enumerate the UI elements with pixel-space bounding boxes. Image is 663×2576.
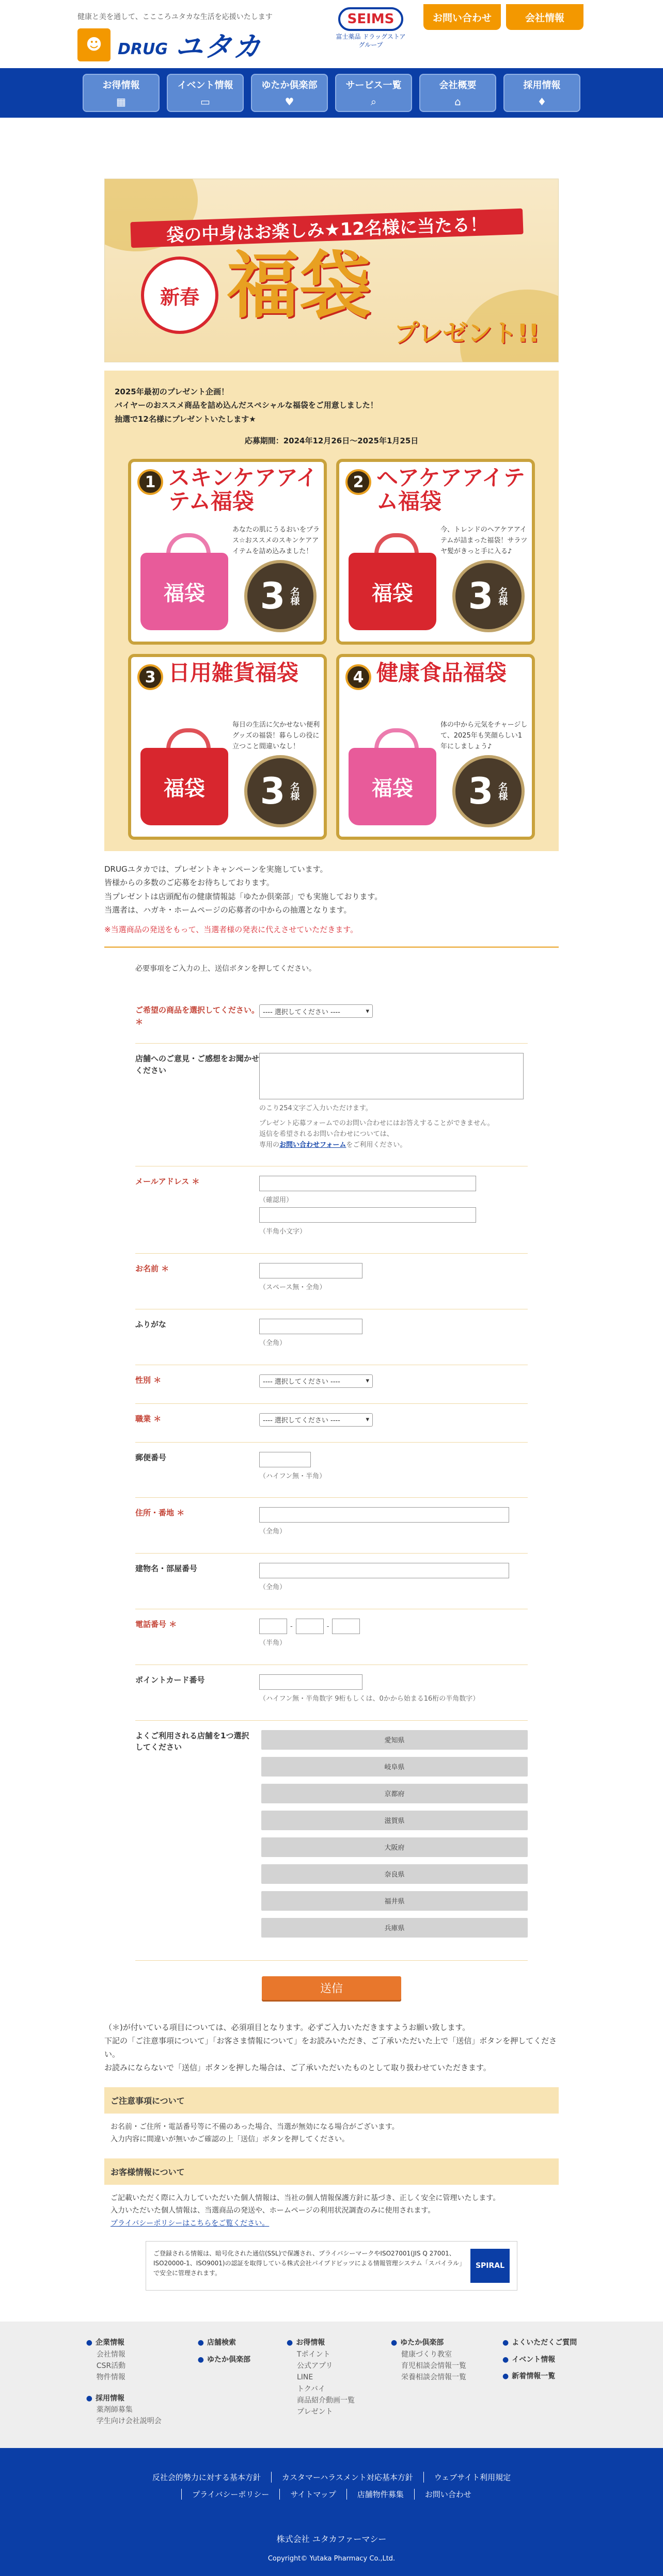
job-select[interactable] [259, 1413, 373, 1427]
nav-label: お得情報 [102, 80, 140, 91]
phone-separator: - [290, 1622, 293, 1630]
header-tagline: 健康と美を通して、ここころユタカな生活を応援いたします [77, 13, 273, 21]
footer-link-club[interactable]: ● ゆたか倶楽部 [198, 2356, 250, 2364]
prize-card [336, 654, 535, 840]
campaign-banner [104, 179, 559, 362]
prize-desc: 毎日の生活に欠かせない便利グッズの福袋！暮らしの役に立つこと間違いなし！ [232, 721, 320, 750]
intro-panel [104, 371, 559, 851]
footer-link-club[interactable]: ● ゆたか倶楽部 [391, 2339, 444, 2347]
banner-present: プレゼント!! [394, 319, 540, 348]
footer-sublink[interactable]: 薬剤師募集 [96, 2406, 133, 2414]
select-value: ---- 選択してください ---- [263, 1378, 340, 1386]
prize-number: 4 [345, 664, 371, 690]
footer-col [391, 2337, 466, 2427]
footer-bar [0, 2448, 663, 2576]
footer-link-news[interactable]: ● 新着情報一覧 [502, 2372, 555, 2380]
field-label: ご希望の商品を選択してください。＊ [135, 1005, 260, 1027]
note-line: お読みにならないで「送信」ボタンを押した場合は、ご了承いただいたものとして取り扱わせていただきます。 [104, 2063, 491, 2073]
entry-form [135, 963, 528, 1999]
company-name: 株式会社 ユタカファーマシー [276, 2534, 387, 2544]
point-card-input[interactable] [259, 1674, 362, 1690]
caution-body [104, 2121, 559, 2146]
winners-medal [452, 755, 525, 827]
winners-unit: 名様 [497, 587, 508, 605]
privacy-line: ご記載いただく際に入力していただいた個人情報は、当社の個人情報保護方針に基づき、正しく安全に管理いたします。 [110, 2194, 500, 2202]
store-pref-button[interactable]: 滋賀県 [261, 1811, 528, 1830]
footer-col [198, 2337, 250, 2427]
logo-drug-text: DRUG [118, 40, 168, 58]
campaign-line: 皆様からの多数のご応募をお待ちしております。 [104, 878, 274, 888]
field-zip [135, 1443, 528, 1498]
field-label: メールアドレス ＊ [135, 1177, 200, 1187]
nav-label: イベント情報 [177, 80, 233, 91]
site-header [0, 0, 663, 68]
bag-icon [140, 553, 228, 630]
winners-count: 3 [468, 770, 494, 812]
prize-number: 1 [137, 469, 163, 495]
nav-label: 採用情報 [523, 80, 561, 91]
chevron-down-icon: ▾ [366, 1416, 369, 1424]
prize-title: スキンケアアイテム福袋 [168, 465, 318, 515]
prize-desc: 今、トレンドのヘアケアアイテムが詰まった福袋！サラツヤ髪がきっと手に入る♪ [440, 526, 528, 555]
winners-medal [244, 560, 317, 632]
divider [135, 1960, 528, 1961]
footer-col [287, 2337, 355, 2427]
point-hint: （ハイフン無・半角数字 9桁もしくは、0かから始まる16桁の半角数字） [259, 1694, 480, 1703]
field-email [135, 1166, 528, 1254]
nav-club[interactable] [251, 74, 328, 112]
prize-grid [115, 459, 548, 840]
privacy-body [104, 2192, 559, 2230]
spiral-logo: SPIRAL [470, 2249, 510, 2283]
footer-sublink[interactable]: 商品紹介動画一覧 [297, 2396, 355, 2405]
campaign-line: 当選者は、ハガキ・ホームページの応募者の中からの抽選となります。 [104, 905, 352, 915]
chevron-down-icon: ▾ [366, 1377, 369, 1385]
security-text: ご登録される情報は、暗号化された通信(SSL)で保護され、プライバシーマークやISO27001(JIS Q 27001、ISO20000-1、ISO9001)の認証を取得している株式会社パイプドビッツによる情報管理システム「スパイラル」で安全に管理されます。 [153, 2250, 463, 2277]
bag-icon [349, 748, 436, 825]
field-job [135, 1404, 528, 1443]
bag-icon [140, 748, 228, 825]
name-hint: （スペース無・全角） [259, 1284, 326, 1292]
opinion-note: プレゼント応募フォームでのお問い合わせにはお答えすることができません。 [259, 1119, 494, 1128]
footer-policy-link[interactable]: お問い合わせ [414, 2489, 482, 2500]
campaign-line: 当プレゼントは店頭配布の健康情報誌「ゆたか倶楽部」でも実施しております。 [104, 891, 383, 901]
caution-heading: ご注意事項について [104, 2087, 559, 2114]
nav-label: ゆたか倶楽部 [261, 80, 318, 91]
form-lead: 必要事項をご入力の上、送信ボタンを押してください。 [135, 965, 316, 973]
opinion-note: をご利用ください。 [346, 1141, 407, 1149]
footer-sublink[interactable]: LINE [297, 2373, 313, 2382]
footer-policy-link[interactable]: 反社会的勢力に対する基本方針 [152, 2472, 261, 2482]
store-pref-button[interactable]: 兵庫県 [261, 1918, 528, 1938]
footer-sublink[interactable]: 健康づくり教室 [401, 2350, 452, 2359]
heart-icon: ♥ [285, 95, 294, 108]
winners-count: 3 [260, 770, 286, 812]
footer-policy-link[interactable]: カスタマーハラスメント対応基本方針 [271, 2472, 423, 2483]
phone-input-2[interactable] [296, 1619, 324, 1634]
winners-medal [244, 755, 317, 827]
phone-input-3[interactable] [332, 1619, 360, 1634]
field-label: ふりがな [135, 1319, 167, 1329]
field-label: 店舗へのご意見・ご感想をお聞かせください [135, 1054, 260, 1075]
copyright: Copyright© Yutaka Pharmacy Co.,Ltd. [267, 2554, 396, 2563]
winners-unit: 名様 [289, 587, 300, 605]
footer-sublink[interactable]: プレゼント [297, 2408, 333, 2417]
nav-label: 会社概要 [439, 80, 477, 91]
privacy-heading: お客様情報について [104, 2158, 559, 2185]
winners-medal [452, 560, 525, 632]
security-notice [146, 2241, 517, 2291]
store-pref-button[interactable]: 京都府 [261, 1784, 528, 1803]
search-icon: ⌕ [370, 95, 377, 108]
opinion-note: 専用の [259, 1141, 280, 1149]
footer-link-stores[interactable]: ● 店舗検索 [198, 2339, 236, 2347]
field-store [135, 1721, 528, 1960]
prize-number: 2 [345, 469, 371, 495]
field-phone [135, 1609, 528, 1665]
seims-subtitle: 富士薬品 ドラッグストアグループ [336, 33, 406, 49]
footer-policy-link[interactable]: プライバシーポリシー [181, 2489, 279, 2500]
footer-sublink[interactable]: 会社情報 [96, 2350, 125, 2359]
prize-title: 日用雑貨福袋 [168, 660, 299, 685]
footer-sublink[interactable]: 育児相談会情報一覧 [401, 2361, 466, 2370]
field-label: 郵便番号 [135, 1452, 167, 1462]
select-value: ---- 選択してください ---- [263, 1417, 340, 1425]
phone-hint: （半角） [259, 1639, 287, 1647]
email-confirm-input[interactable] [259, 1207, 476, 1223]
nav-recruit[interactable] [503, 74, 580, 112]
footer-link-faq[interactable]: ● よくいただくご質問 [502, 2339, 577, 2347]
address-hint: （全角） [259, 1528, 287, 1536]
building-input[interactable] [259, 1563, 509, 1578]
store-pref-button[interactable]: 岐阜県 [261, 1757, 528, 1777]
nav-label: サービス一覧 [345, 80, 402, 91]
winners-count: 3 [260, 575, 286, 617]
prize-card [128, 654, 327, 840]
grid-icon: ▦ [116, 95, 126, 108]
footer-link-events[interactable]: ● イベント情報 [502, 2356, 555, 2364]
application-period: 応募期間：2024年12月26日～2025年1月25日 [244, 436, 419, 445]
field-address [135, 1498, 528, 1554]
field-label: 住所・番地 ＊ [135, 1508, 185, 1518]
divider [104, 947, 559, 948]
phone-separator: - [326, 1622, 329, 1630]
intro-line: バイヤーのおススメ商品を詰め込んだスペシャルな福袋をご用意しました！ [115, 401, 378, 410]
store-pref-button[interactable]: 福井県 [261, 1891, 528, 1911]
email-confirm-label: （確認用） [259, 1196, 293, 1205]
contact-form-link[interactable]: お問い合わせフォーム [279, 1141, 346, 1149]
prize-number: 3 [137, 664, 163, 690]
opinion-count: のこり254文字ご入力いただけます。 [259, 1105, 372, 1113]
gender-select[interactable] [259, 1374, 373, 1388]
footer-nav [0, 2322, 663, 2448]
address-input[interactable] [259, 1507, 509, 1523]
contact-button[interactable]: お問い合わせ [423, 4, 501, 30]
prize-card [336, 459, 535, 645]
opinion-textarea[interactable] [259, 1053, 524, 1099]
global-nav [0, 68, 663, 118]
store-pref-button[interactable]: 奈良県 [261, 1864, 528, 1884]
select-value: ---- 選択してください ---- [263, 1008, 340, 1016]
chevron-down-icon: ▾ [366, 1007, 369, 1015]
kana-hint: （全角） [259, 1339, 287, 1347]
badge-icon: ♦ [537, 95, 547, 108]
store-pref-button[interactable]: 大阪府 [261, 1837, 528, 1857]
campaign-note: ※当選商品の発送をもって、当選者様の発表に代えさせていただきます。 [104, 925, 358, 934]
calendar-icon: ▭ [200, 95, 210, 108]
nav-deals[interactable] [83, 74, 160, 112]
footer-sublink[interactable]: CSR活動 [96, 2361, 126, 2370]
footer-sublink[interactable]: Tポイント [297, 2350, 330, 2359]
company-info-button[interactable]: 会社情報 [506, 4, 583, 30]
intro-line: 2025年最初のプレゼント企画！ [115, 387, 229, 396]
bag-label: 福袋 [372, 581, 413, 605]
bag-label: 福袋 [164, 581, 205, 605]
bag-label: 福袋 [164, 776, 205, 801]
banner-ribbon: 袋の中身はお楽しみ★12名様に当たる！ [130, 209, 523, 248]
zip-input[interactable] [259, 1452, 311, 1467]
field-gender [135, 1365, 528, 1404]
caution-line: 入力内容に間違いが無いかご確認の上「送信」ボタンを押してください。 [110, 2135, 349, 2144]
building-hint: （全角） [259, 1583, 287, 1592]
logo-yutaka-text: ユタカ [175, 30, 262, 63]
privacy-policy-link[interactable]: プライバシーポリシーはこちらをご覧ください。 [110, 2219, 270, 2228]
footer-policy-link[interactable]: 店舗物件募集 [346, 2489, 414, 2500]
footer-sublink[interactable]: 栄養相談会情報一覧 [401, 2373, 466, 2382]
footer-link-recruit[interactable]: ● 採用情報 [86, 2394, 124, 2403]
kana-input[interactable] [259, 1319, 362, 1334]
prize-title: 健康食品福袋 [376, 660, 507, 685]
footer-policy-link[interactable]: ウェブサイト利用規定 [423, 2472, 521, 2483]
nav-events[interactable] [167, 74, 244, 112]
intro-line: 抽選で12名様にプレゼントいたします★ [115, 414, 256, 424]
campaign-line: DRUGユタカでは、プレゼントキャンペーンを実施しています。 [104, 865, 328, 874]
footer-policy-link[interactable]: サイトマップ [279, 2489, 346, 2500]
field-label: ポイントカード番号 [135, 1675, 205, 1685]
field-opinion [135, 1044, 528, 1166]
bag-icon [349, 553, 436, 630]
footer-sublink[interactable]: 公式アプリ [297, 2361, 333, 2370]
campaign-info [104, 862, 559, 936]
site-logo[interactable] [77, 25, 262, 65]
home-icon: ⌂ [454, 95, 461, 108]
store-pref-button[interactable]: 愛知県 [261, 1730, 528, 1750]
banner-title: 福袋 [227, 244, 372, 328]
field-label: お名前 ＊ [135, 1264, 169, 1274]
zip-hint: （ハイフン無・半角） [259, 1472, 326, 1480]
caution-line: お名前・ご住所・電話番号等に不備のあった場合、当選が無効になる場合がございます。 [110, 2122, 399, 2131]
banner-shinshun: 新春 [141, 257, 218, 334]
nav-services[interactable] [335, 74, 412, 112]
bag-label: 福袋 [372, 776, 413, 801]
field-label: 電話番号 ＊ [135, 1620, 177, 1629]
field-name [135, 1254, 528, 1309]
footer-sublink[interactable]: 物件情報 [96, 2373, 125, 2382]
main-content [99, 118, 564, 2291]
footer-col [86, 2337, 162, 2427]
product-select[interactable] [259, 1004, 373, 1018]
submit-button[interactable]: 送信 [262, 1976, 401, 2000]
prize-card [128, 459, 327, 645]
name-input[interactable] [259, 1263, 362, 1278]
field-kana [135, 1309, 528, 1365]
footer-sublink[interactable]: トクバイ [297, 2385, 325, 2393]
footer-link-company[interactable]: ● 企業情報 [86, 2339, 124, 2347]
footer-link-deals[interactable]: ● お得情報 [287, 2339, 325, 2347]
footer-links [104, 2472, 559, 2500]
field-product [135, 995, 528, 1044]
field-point-card [135, 1665, 528, 1721]
prize-desc: 体の中から元気をチャージして、2025年も笑顔らしい1年にしましょう♪ [440, 721, 528, 750]
field-label: よくご利用される店舗を1つ選択してください [135, 1731, 249, 1752]
footer-col [502, 2337, 577, 2427]
field-label: 職業 ＊ [135, 1414, 162, 1423]
form-notes [104, 2021, 559, 2075]
field-building [135, 1554, 528, 1609]
field-label: 性別 ＊ [135, 1375, 162, 1385]
mascot-icon: ☻ [77, 28, 110, 61]
email-input[interactable] [259, 1176, 476, 1191]
note-line: 下記の「ご注意事項について」「お客さま情報について」をお読みいただき、ご了承いただいた上で「送信」ボタンを押してください。 [104, 2036, 557, 2059]
prize-desc: あなたの肌にうるおいをプラス☆おススメのスキンケアアイテムを詰め込みました！ [232, 526, 320, 555]
winners-count: 3 [468, 575, 494, 617]
opinion-note: 返信を希望されるお問い合わせについては、 [259, 1130, 393, 1138]
nav-company[interactable] [419, 74, 496, 112]
field-label: 建物名・部屋番号 [135, 1564, 198, 1574]
winners-unit: 名様 [497, 782, 508, 801]
note-line: （＊)が付いている項目については、必須項目となります。必ずご入力いただきますようお願い致します。 [104, 2022, 470, 2032]
phone-input-1[interactable] [259, 1619, 287, 1634]
winners-unit: 名様 [289, 782, 300, 801]
email-hint: （半角小文字） [259, 1228, 307, 1236]
seims-logo[interactable] [335, 7, 407, 57]
footer-sublink[interactable]: 学生向け会社説明会 [96, 2417, 162, 2426]
seims-badge: SEIMS [338, 7, 404, 31]
prize-title: ヘアケアアイテム福袋 [376, 465, 525, 515]
privacy-line: 入力いただいた個人情報は、当選商品の発送や、ホームページの利用状況調査のみに使用されます。 [110, 2206, 435, 2215]
